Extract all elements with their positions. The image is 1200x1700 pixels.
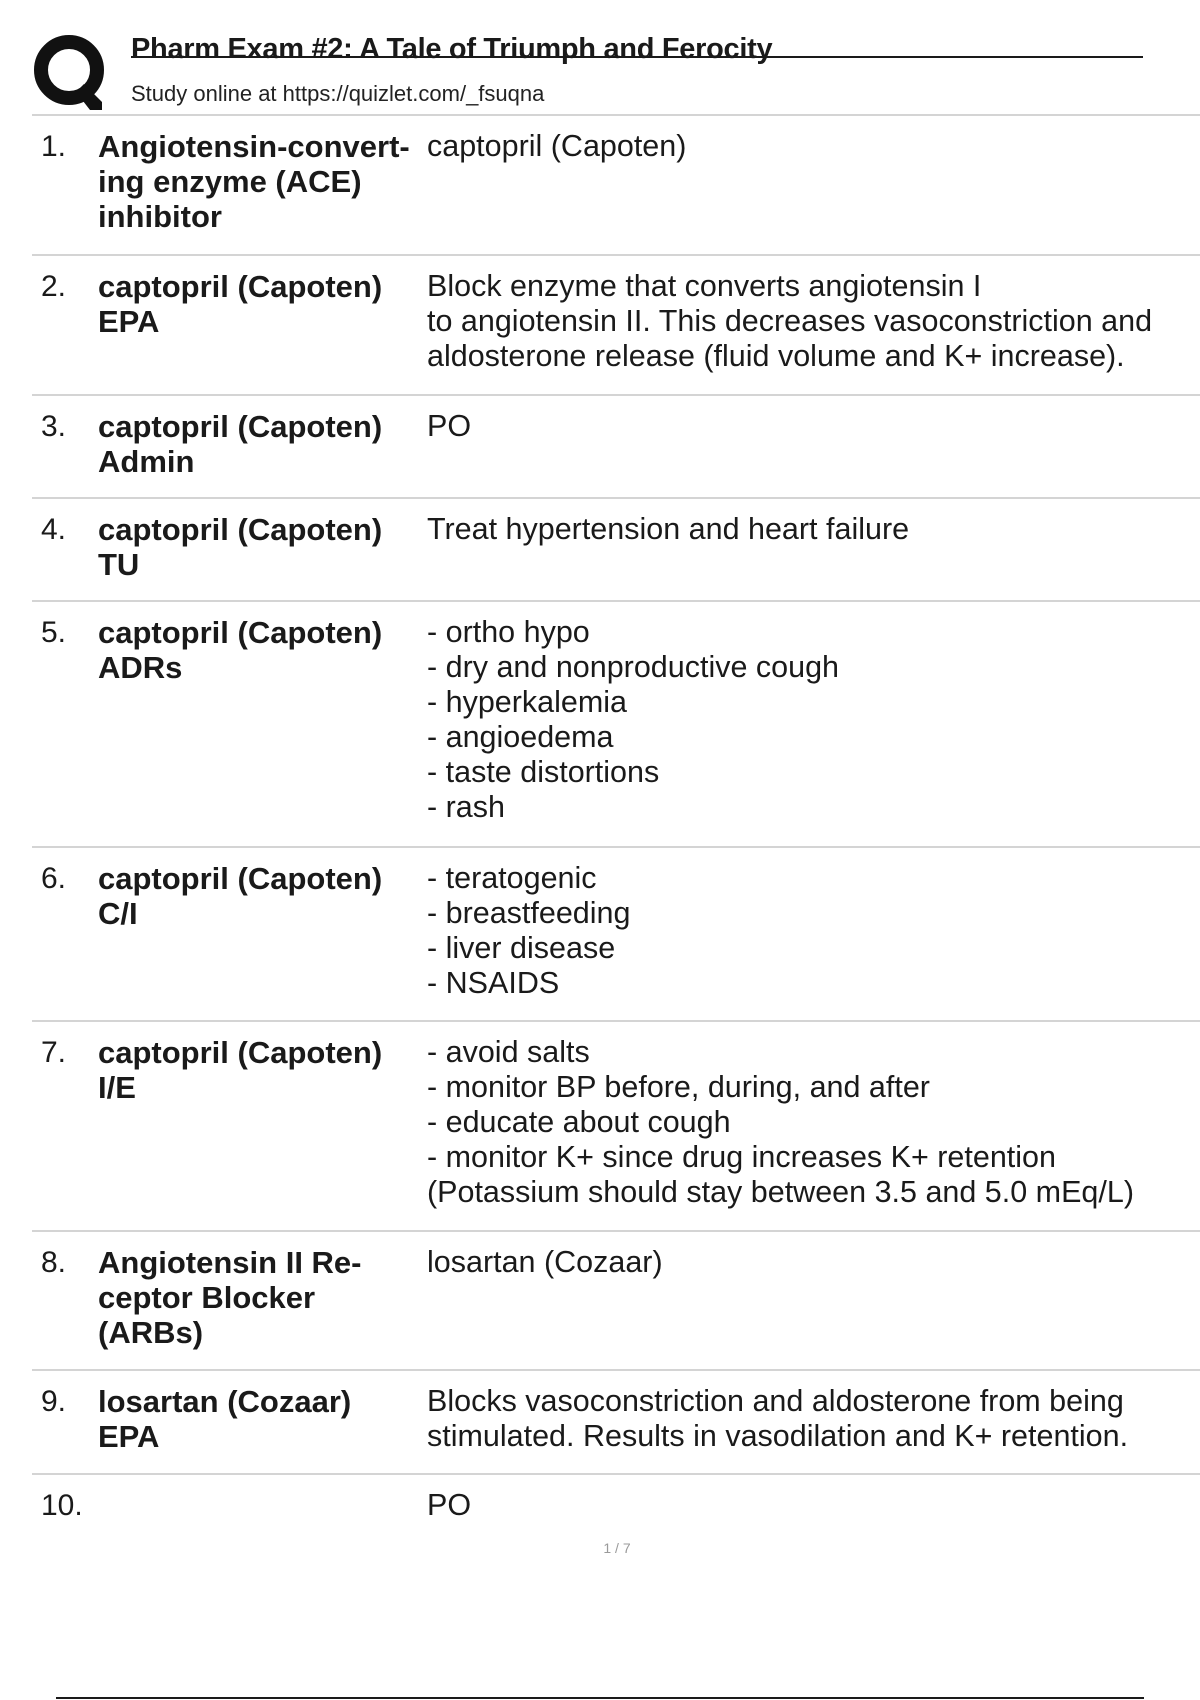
flashcard-row [32, 1475, 1200, 1545]
card-term: captopril (Capoten) Admin [98, 409, 383, 479]
footer-divider [56, 1697, 1144, 1699]
flashcard-row [32, 602, 1200, 848]
flashcard-row [32, 1371, 1200, 1475]
quizlet-logo-icon [32, 32, 112, 112]
flashcard-row [32, 499, 1200, 602]
card-number: 7. [41, 1036, 67, 1069]
card-term: captopril (Capoten) EPA [98, 269, 383, 339]
document-header [0, 0, 1200, 116]
document-subtitle: Study online at https://quizlet.com/_fsuqna [131, 81, 545, 106]
card-definition: PO [427, 1488, 472, 1522]
card-term: Angiotensin-convert- ing enzyme (ACE) inhibitor [98, 129, 410, 234]
card-number: 3. [41, 410, 67, 443]
card-number: 6. [41, 862, 67, 895]
card-number: 5. [41, 616, 67, 649]
card-definition: - avoid salts - monitor BP before, during, and after - educate about cough - monitor K+ since drug increases K+ retention (Potassium should stay between 3.5 and 5.0 mEq/L) [427, 1035, 1134, 1209]
card-number: 2. [41, 270, 67, 303]
flashcard-row [32, 848, 1200, 1022]
card-term: captopril (Capoten) ADRs [98, 615, 383, 685]
card-term: captopril (Capoten) C/I [98, 861, 383, 931]
card-definition: - teratogenic - breastfeeding - liver disease - NSAIDS [427, 861, 631, 1000]
flashcard-list [32, 116, 1200, 1545]
card-number: 1. [41, 130, 67, 163]
card-definition: captopril (Capoten) [427, 129, 687, 163]
card-definition: losartan (Cozaar) [427, 1245, 663, 1279]
page-number: 1 / 7 [603, 1540, 631, 1556]
card-definition: PO [427, 409, 472, 443]
card-definition: Blocks vasoconstriction and aldosterone from being stimulated. Results in vasodilation and K+ retention. [427, 1384, 1129, 1453]
card-definition: - ortho hypo - dry and nonproductive cough - hyperkalemia - angioedema - taste distortions - rash [427, 615, 840, 824]
flashcard-row [32, 256, 1200, 396]
flashcard-row [32, 1232, 1200, 1371]
title-underline [131, 56, 1143, 58]
flashcard-row [32, 1022, 1200, 1232]
card-number: 4. [41, 513, 67, 546]
card-definition: Block enzyme that converts angiotensin I to angiotensin II. This decreases vasoconstriction and aldosterone release (fluid volume and K+ increase). [427, 269, 1153, 373]
card-number: 8. [41, 1246, 67, 1279]
card-term: captopril (Capoten) I/E [98, 1035, 383, 1105]
document-title: Pharm Exam #2: A Tale of Triumph and Ferocity [131, 33, 773, 65]
card-term: losartan (Cozaar) EPA [98, 1384, 352, 1454]
flashcard-row [32, 116, 1200, 256]
flashcard-row [32, 396, 1200, 499]
card-definition: Treat hypertension and heart failure [427, 512, 910, 546]
card-number: 9. [41, 1385, 67, 1418]
card-term: Angiotensin II Re- ceptor Blocker (ARBs) [98, 1245, 362, 1350]
card-number: 10. [41, 1489, 83, 1522]
card-term: captopril (Capoten) TU [98, 512, 383, 582]
